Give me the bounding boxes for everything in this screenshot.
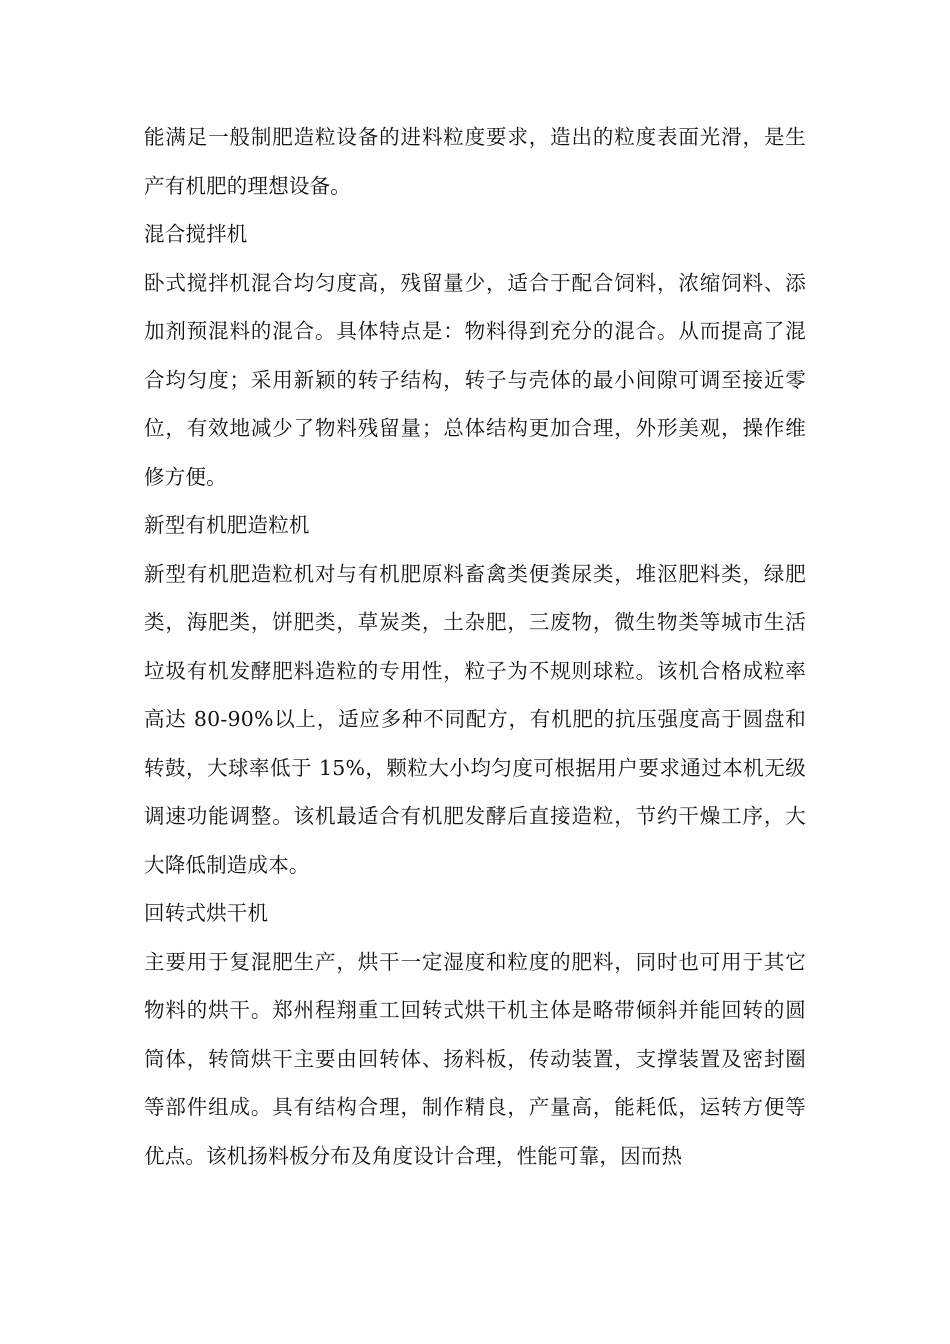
paragraph-new-organic-granulator: 新型有机肥造粒机对与有机肥原料畜禽类便粪尿类，堆沤肥料类，绿肥类，海肥类，饼肥类，草炭类，土杂肥，三废物，微生物类等城市生活垃圾有机发酵肥料造粒的专用性，粒子为不规则球粒。该机合格成粒率高达 80-90%以上，适应多种不同配方，有机肥的抗压强度高于圆盘和转鼓，大球率低于 15%，颗粒大小均匀度可根据用户要求通过本机无级调速功能调整。该机最适合有机肥发酵后直接造粒，节约干燥工序，大大降低制造成本。 (144, 561, 806, 877)
paragraph-horizontal-mixer: 卧式搅拌机混合均匀度高，残留量少，适合于配合饲料，浓缩饲料、添加剂预混料的混合。具体特点是：物料得到充分的混合。从而提高了混合均匀度；采用新颖的转子结构，转子与壳体的最小间隙可调至接近零位，有效地减少了物料残留量；总体结构更加合理，外形美观，操作维修方便。 (144, 270, 806, 489)
heading-mixing-agitator: 混合搅拌机 (144, 222, 248, 246)
heading-new-organic-granulator: 新型有机肥造粒机 (144, 513, 310, 537)
document-body (144, 113, 806, 1180)
paragraph-rotary-dryer: 主要用于复混肥生产，烘干一定湿度和粒度的肥料，同时也可用于其它物料的烘干。郑州程翔重工回转式烘干机主体是略带倾斜并能回转的圆筒体，转筒烘干主要由回转体、扬料板，传动装置，支撑装置及密封圈等部件组成。具有结构合理，制作精良，产量高，能耗低，运转方便等优点。该机扬料板分布及角度设计合理，性能可靠，因而热 (144, 949, 806, 1168)
heading-rotary-dryer: 回转式烘干机 (144, 901, 269, 925)
paragraph-feed-granularity: 能满足一般制肥造粒设备的进料粒度要求，造出的粒度表面光滑，是生产有机肥的理想设备。 (144, 125, 806, 198)
